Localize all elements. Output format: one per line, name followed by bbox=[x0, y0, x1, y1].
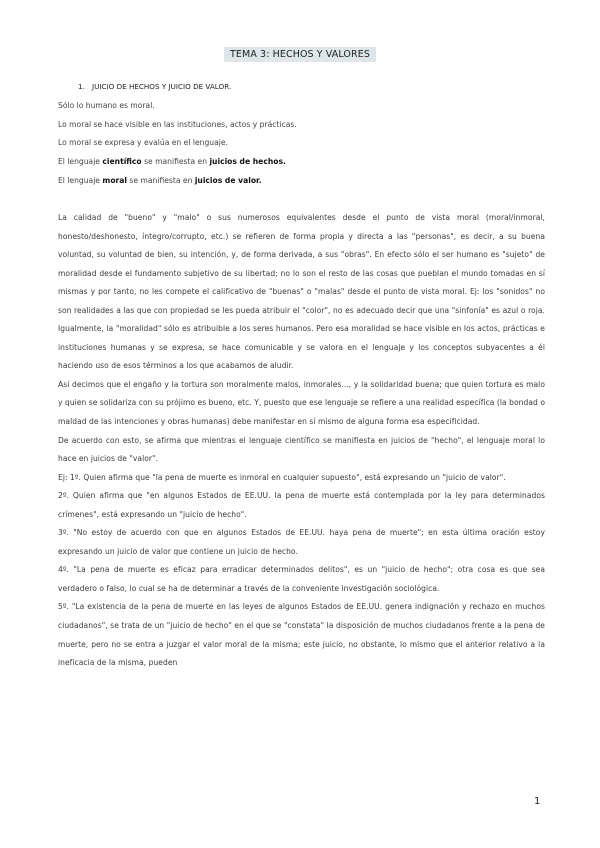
body-text bbox=[58, 209, 545, 673]
intro-line-1: Sólo lo humano es moral. bbox=[58, 101, 155, 110]
intro-line-4 bbox=[58, 153, 548, 172]
paragraph: 5º. "La existencia de la pena de muerte en las leyes de algunos Estados de EE.UU. genera indignación y rechazo en muchos ciudadanos", se trata de un "juicio de hecho" en el que se "constata" la disposición de muchos ciudadanos frente a la pena de muerte, pero no se entra a juzgar el valor moral de la misma; este juicio, no obstante, lo mismo que el anterior relativo a la ineficacia de la misma, pueden bbox=[58, 602, 545, 668]
paragraph: 3º. "No estoy de acuerdo con que en algunos Estados de EE.UU. haya pena de muerte"; en esta última oración estoy expresando un juicio de valor que contiene un juicio de hecho. bbox=[58, 528, 545, 556]
intro-line-5-bold1: moral bbox=[102, 175, 128, 185]
intro-line-5-bold2: juicios de valor. bbox=[194, 175, 262, 185]
intro-line-4-pre: El lenguaje bbox=[58, 157, 103, 167]
page-number: 1 bbox=[534, 796, 541, 807]
section-number: 1. bbox=[78, 82, 85, 91]
intro-line-4-mid: se manifiesta en bbox=[141, 157, 210, 167]
intro-line-3: Lo moral se expresa y evalúa en el lenguaje. bbox=[58, 138, 228, 148]
intro-line-4-bold1: científico bbox=[102, 157, 142, 167]
title-container bbox=[0, 42, 600, 62]
page-title: TEMA 3: HECHOS Y VALORES bbox=[224, 47, 376, 62]
section-heading bbox=[78, 82, 231, 91]
intro-line-5 bbox=[58, 172, 548, 191]
paragraph: 2º. Quien afirma que "en algunos Estados de EE.UU. la pena de muerte está contemplada por la ley para determinados crímenes", está expresando un "juicio de hecho". bbox=[58, 491, 545, 519]
intro-line-4-bold2: juicios de hechos. bbox=[209, 157, 286, 167]
intro-line-2: Lo moral se hace visible en las instituciones, actos y prácticas. bbox=[58, 119, 297, 129]
section-heading-text: JUICIO DE HECHOS Y JUICIO DE VALOR. bbox=[92, 82, 232, 91]
paragraph: La calidad de "bueno" y "malo" o sus numerosos equivalentes desde el punto de vista moral (moral/inmoral, honesto/deshonesto, íntegro/corrupto, etc.) se refieren de forma propia y directa a las "personas", es decir, a su buena voluntad, su voluntad de bien, su intención, y, de forma derivada, a sus "obras". En efecto sólo el ser humano es "sujeto" de moralidad desde el fundamento subjetivo de su libertad; no lo son el resto de las cosas que pueblan el mundo tomadas en sí mismas y por tanto, no les compete el calificativo de "buenas" o "malas" desde el punto de vista moral. Ej: los "sonidos" no son realidades a las que con propiedad se les pueda atribuir el "color", no es adecuado decir que una "sinfonía" es azul o roja. Igualmente, la "moralidad" sólo es atribuible a los seres humanos. Pero esa moralidad se hace visible en los actos, prácticas e instituciones humanas y se expresa, se hace comunicable y se valora en el lenguaje y los conceptos subyacentes a él haciendo uso de esos términos a los que acabamos de aludir. bbox=[58, 213, 545, 371]
intro-line-5-pre: El lenguaje bbox=[58, 175, 103, 185]
paragraph: Ej: 1º. Quien afirma que "la pena de muerte es inmoral en cualquier supuesto", está expresando un "juicio de valor". bbox=[58, 472, 506, 482]
intro-line-5-mid: se manifiesta en bbox=[127, 175, 195, 185]
intro-lines bbox=[58, 97, 548, 191]
paragraph: Así decimos que el engaño y la tortura son moralmente malos, inmorales..., y la solidaridad buena; que quien tortura es malo y quien se solidariza con su prójimo es bueno, etc. Y, puesto que ese lenguaje se refiere a una realidad específica (la bondad o maldad de las intenciones y obras humanas) debe manifestar en sí mismo de alguna forma esa especificidad. bbox=[58, 379, 545, 427]
paragraph: De acuerdo con esto, se afirma que mientras el lenguaje científico se manifiesta en juicios de "hecho", el lenguaje moral lo hace en juicios de "valor". bbox=[58, 435, 545, 464]
paragraph: 4º. "La pena de muerte es eficaz para erradicar determinados delitos", es un "juicio de hecho"; otra cosa es que sea verdadero o falso, lo cual se ha de determinar a través de la conveniente investigación sociológica. bbox=[58, 565, 545, 593]
